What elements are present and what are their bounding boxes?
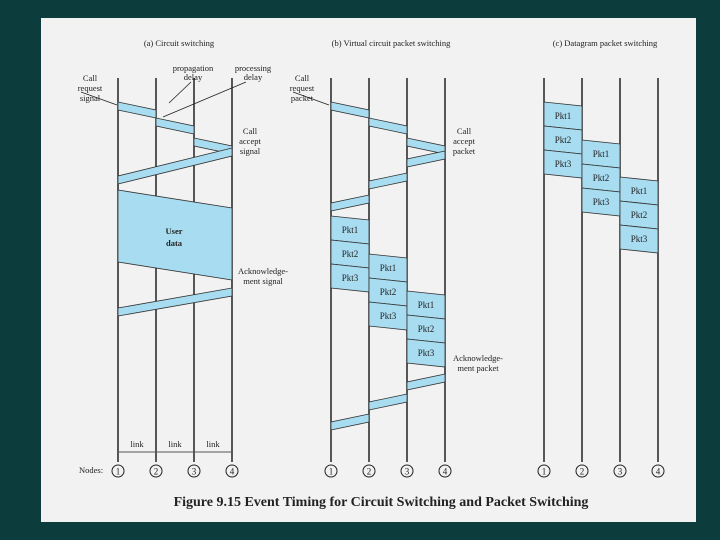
node-number: 2 (579, 466, 585, 477)
vc-call-request-segment (331, 102, 369, 118)
packet-label: Pkt2 (592, 173, 610, 183)
svg-text:Acknowledge-: Acknowledge- (237, 266, 289, 276)
vc-ack-segment (331, 414, 369, 430)
node-number: 2 (153, 466, 159, 477)
svg-text:signal: signal (239, 146, 261, 156)
svg-text:Call: Call (456, 126, 472, 136)
call-accept-signal (118, 148, 232, 184)
svg-text:propagation: propagation (172, 63, 214, 73)
header-virtual: (b) Virtual circuit packet switching (331, 38, 451, 48)
packet-label: Pkt2 (417, 324, 435, 334)
figure-caption: Figure 9.15 Event Timing for Circuit Switching and Packet Switching (173, 495, 589, 510)
packet-label: Pkt2 (341, 249, 359, 259)
virtual-acknowledgement-label (453, 353, 503, 373)
node-number: 4 (655, 466, 661, 477)
svg-text:ment signal: ment signal (243, 276, 283, 286)
svg-text:signal: signal (79, 93, 101, 103)
packet-label: Pkt2 (554, 135, 572, 145)
link-label-3: link (206, 439, 220, 449)
vc-call-request-segment (407, 138, 445, 154)
node-number: 4 (442, 466, 448, 477)
packet-label: Pkt2 (630, 210, 648, 220)
packet-label: Pkt3 (554, 159, 572, 169)
acknowledgement-signal (118, 288, 232, 316)
packet-label: Pkt1 (417, 300, 435, 310)
svg-text:request: request (289, 83, 315, 93)
svg-text:ment packet: ment packet (457, 363, 499, 373)
header-datagram: (c) Datagram packet switching (552, 38, 658, 48)
svg-text:processing: processing (234, 63, 272, 73)
nodes-label: Nodes: (79, 465, 104, 475)
packet-label: Pkt1 (341, 225, 359, 235)
propagation-delay-label (173, 63, 214, 82)
call-request-segment (156, 118, 194, 134)
virtual-call-accept-label (453, 126, 476, 156)
svg-text:packet: packet (452, 146, 476, 156)
packet-label: Pkt1 (630, 186, 648, 196)
vc-call-accept-segment (407, 151, 445, 167)
packet-label: Pkt1 (554, 111, 572, 121)
svg-text:Call: Call (242, 126, 258, 136)
node-number: 3 (191, 466, 197, 477)
svg-text:data: data (165, 238, 183, 248)
packet-label: Pkt2 (379, 287, 397, 297)
svg-text:request: request (77, 83, 103, 93)
vc-call-accept-segment (369, 173, 407, 189)
svg-text:User: User (165, 226, 183, 236)
packet-label: Pkt3 (379, 311, 397, 321)
header-circuit: (a) Circuit switching (143, 38, 215, 48)
svg-text:accept: accept (239, 136, 261, 146)
node-number: 2 (366, 466, 372, 477)
node-number: 1 (115, 466, 121, 477)
vc-ack-segment (369, 394, 407, 410)
circuit-call-accept-label (239, 126, 261, 156)
packet-label: Pkt3 (341, 273, 359, 283)
svg-text:Call: Call (294, 73, 310, 83)
vc-call-accept-segment (331, 195, 369, 211)
processing-delay-label (235, 63, 272, 82)
packet-label: Pkt3 (592, 197, 610, 207)
node-number: 3 (617, 466, 623, 477)
packet-label: Pkt1 (592, 149, 610, 159)
call-request-segment (118, 102, 156, 118)
vc-call-request-segment (369, 118, 407, 134)
vc-ack-segment (407, 374, 445, 390)
packet-label: Pkt3 (417, 348, 435, 358)
figure-panel (41, 18, 696, 522)
packet-label: Pkt1 (379, 263, 397, 273)
svg-text:delay: delay (243, 72, 263, 82)
node-number: 3 (404, 466, 410, 477)
svg-text:packet: packet (290, 93, 314, 103)
circuit-acknowledgement-label (238, 266, 288, 286)
svg-text:Acknowledge-: Acknowledge- (452, 353, 504, 363)
node-number: 4 (229, 466, 235, 477)
event-timing-diagram (41, 18, 696, 522)
link-label-1: link (130, 439, 144, 449)
packet-label: Pkt3 (630, 234, 648, 244)
svg-text:Call: Call (82, 73, 98, 83)
svg-text:accept: accept (453, 136, 475, 146)
node-number: 1 (541, 466, 547, 477)
svg-text:delay: delay (183, 72, 203, 82)
node-number: 1 (328, 466, 334, 477)
link-label-2: link (168, 439, 182, 449)
